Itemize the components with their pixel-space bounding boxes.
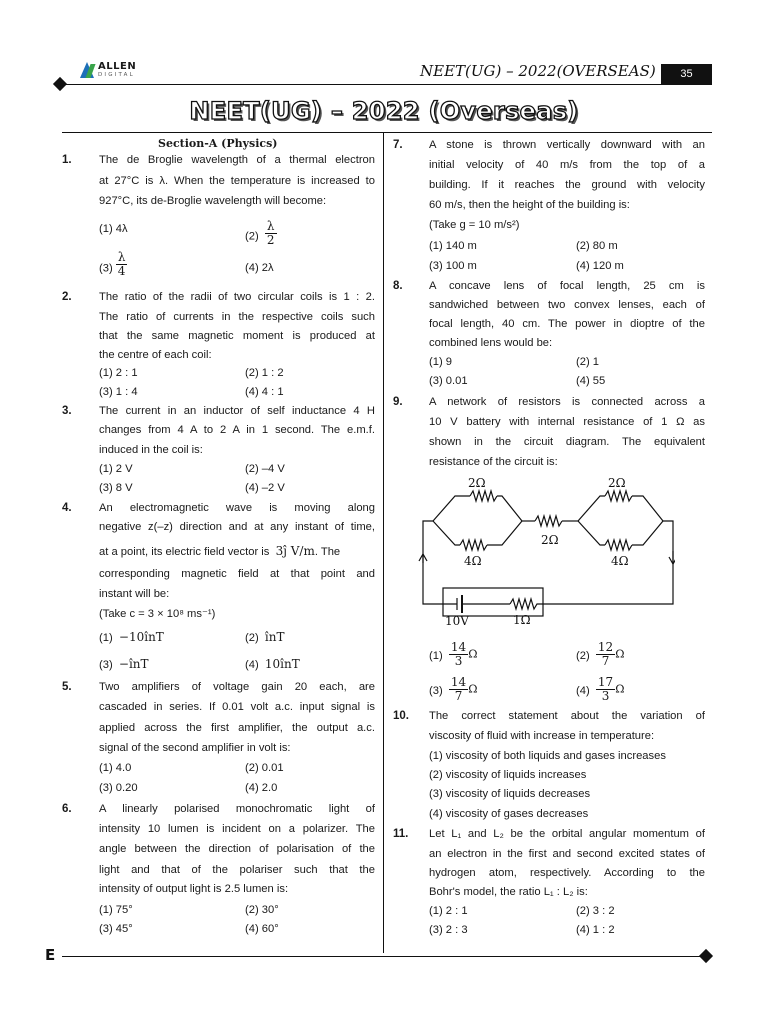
question-text: the centre of each coil: <box>99 349 212 361</box>
option-1 <box>99 630 164 644</box>
numerator: λ <box>265 220 277 234</box>
wire <box>632 496 663 521</box>
option-2: (2) 80 m <box>576 240 618 252</box>
question-text: The de Broglie wavelength of a thermal electron <box>99 154 375 166</box>
question-text: viscosity of fluid with increase in temperature: <box>429 730 655 742</box>
diamond-icon <box>699 949 713 963</box>
numerator: λ <box>116 251 128 265</box>
option-1: (1) 4.0 <box>99 762 132 774</box>
question-text: light and that of the polariser such that the <box>99 864 375 876</box>
question-text: The current in an inductor of self inductance 4 H <box>99 405 375 417</box>
option-4: (4) 60° <box>245 923 279 935</box>
header-title: NEET(UG) – 2022(OVERSEAS) <box>420 62 656 80</box>
question-text: 927°C, its de-Broglie wavelength will become: <box>99 195 327 207</box>
question-number: 4. <box>62 502 72 514</box>
fraction <box>449 676 468 703</box>
denominator: 3 <box>601 689 610 703</box>
option-3: (3) 0.01 <box>429 375 468 387</box>
option-3: (3) 0.20 <box>99 782 138 794</box>
option-value: −înT <box>118 657 149 671</box>
resistor-internal <box>510 599 541 609</box>
text-run: at a point, its electric field vector is <box>99 546 270 558</box>
question-text: A linearly polarised monochromatic light of <box>99 803 375 815</box>
resistor-middle <box>535 516 562 526</box>
question-text: An electromagnetic wave is moving along <box>99 502 375 514</box>
field-vector: 3ĵ V/m <box>275 544 315 558</box>
question-text: focal length, 40 cm. The power in dioptre of the <box>429 318 705 330</box>
circuit-diagram <box>415 473 675 633</box>
question-text: The ratio of the radii of two circular coils is 1 : 2. <box>99 291 375 303</box>
option-label: (3) <box>99 262 113 275</box>
unit: Ω <box>468 647 478 661</box>
denominator: 2 <box>266 233 275 247</box>
question-number: 11. <box>393 828 409 840</box>
option-4: (4) –2 V <box>245 482 285 494</box>
page-title: NEET(UG) – 2022 (Overseas) <box>189 97 579 125</box>
label-battery: 10V <box>445 614 469 628</box>
question-text <box>99 544 340 558</box>
option-label: (4) <box>245 659 259 671</box>
option-1 <box>429 641 477 668</box>
question-text: Bohr's model, the ratio L₁ : L₂ is: <box>429 886 588 898</box>
wire <box>433 496 470 521</box>
option-label: (2) <box>245 632 259 644</box>
wire <box>578 496 605 521</box>
wire <box>423 521 457 604</box>
option-3: (3) 45° <box>99 923 133 935</box>
question-text: Two amplifiers of voltage gain 20 each, are <box>99 681 375 693</box>
question-text: applied across the first amplifier, the output a.c. <box>99 722 375 734</box>
question-text: 60 m/s, then the height of the building is: <box>429 199 630 211</box>
resistor-top-right <box>605 491 632 501</box>
label-r-middle: 2Ω <box>541 533 559 547</box>
fraction <box>596 641 615 668</box>
question-number: 9. <box>393 396 403 408</box>
label-r-internal: 1Ω <box>513 613 531 627</box>
question-number: 10. <box>393 710 409 722</box>
option-1: (1) 4λ <box>99 223 128 235</box>
unit: Ω <box>468 682 478 696</box>
option-4 <box>576 676 624 703</box>
option-1: (1) viscosity of both liquids and gases increases <box>429 750 666 762</box>
option-1: (1) 75° <box>99 904 133 916</box>
option-4: (4) 4 : 1 <box>245 386 284 398</box>
numerator: 12 <box>597 640 614 654</box>
denominator: 4 <box>117 264 126 278</box>
resistor-top-left <box>470 491 497 501</box>
question-text: shown in the circuit diagram. The equivalent <box>429 436 705 448</box>
question-text: A concave lens of focal length, 25 cm is <box>429 280 705 292</box>
option-3: (3) viscosity of liquids decreases <box>429 788 591 800</box>
column-divider <box>383 133 384 953</box>
question-text: combined lens would be: <box>429 337 553 349</box>
question-text: Let L₁ and L₂ be the orbital angular momentum of <box>429 828 705 840</box>
option-4: (4) 2λ <box>245 262 274 274</box>
resistor-bottom-left <box>460 540 487 550</box>
option-value: 10înT <box>264 657 300 671</box>
question-text: changes from 4 A to 2 A in 1 second. The e.m.f. <box>99 424 375 436</box>
option-2 <box>245 219 277 250</box>
option-value: înT <box>264 630 285 644</box>
question-number: 7. <box>393 139 403 151</box>
section-heading: Section-A (Physics) <box>158 137 278 150</box>
option-4: (4) 55 <box>576 375 606 387</box>
option-2: (2) 1 <box>576 356 600 368</box>
logo-name: ALLEN <box>98 61 137 72</box>
question-text: initial velocity of 40 m/s from the top of a <box>429 159 705 171</box>
logo-sub: DIGITAL <box>98 72 135 78</box>
label-r-top-right: 2Ω <box>608 476 626 490</box>
option-label: (4) <box>576 685 590 698</box>
footer-rule <box>62 956 702 957</box>
question-text: A stone is thrown vertically downward with an <box>429 139 705 151</box>
option-1: (1) 9 <box>429 356 453 368</box>
arrow-icon <box>419 554 427 563</box>
option-2: (2) 30° <box>245 904 279 916</box>
option-1: (1) 2 : 1 <box>429 905 468 917</box>
question-text: A network of resistors is connected across a <box>429 396 705 408</box>
label-r-bottom-left: 4Ω <box>464 554 482 568</box>
label-r-top-left: 2Ω <box>468 476 486 490</box>
option-3: (3) 100 m <box>429 260 477 272</box>
diamond-icon <box>53 77 67 91</box>
option-4: (4) 120 m <box>576 260 624 272</box>
question-text: (Take c = 3 × 10⁸ ms⁻¹) <box>99 608 216 620</box>
denominator: 3 <box>454 654 463 668</box>
question-number: 8. <box>393 280 403 292</box>
question-text: an electron in the first and second excited states of <box>429 848 705 860</box>
wire <box>578 521 605 545</box>
option-4: (4) 2.0 <box>245 782 278 794</box>
option-label: (3) <box>99 659 113 671</box>
question-text: induced in the coil is: <box>99 444 203 456</box>
wire <box>487 521 522 545</box>
question-text: corresponding magnetic field at that point and <box>99 568 375 580</box>
question-text: signal of the second amplifier in volt is: <box>99 742 291 754</box>
fraction <box>449 641 468 668</box>
option-3: (3) 2 : 3 <box>429 924 468 936</box>
question-text: 10 V battery with internal resistance of 1 Ω as <box>429 416 705 428</box>
battery-box <box>443 588 543 616</box>
question-text: The correct statement about the variation of <box>429 710 705 722</box>
question-number: 6. <box>62 803 72 815</box>
unit: Ω <box>615 682 625 696</box>
fraction <box>265 220 277 247</box>
option-2: (2) –4 V <box>245 463 285 475</box>
question-number: 3. <box>62 405 72 417</box>
label-r-bottom-right: 4Ω <box>611 554 629 568</box>
option-label: (1) <box>429 650 443 663</box>
option-label: (2) <box>245 230 259 243</box>
footer-letter: E <box>45 946 56 964</box>
option-2: (2) 1 : 2 <box>245 367 284 379</box>
question-number: 5. <box>62 681 72 693</box>
option-label: (3) <box>429 685 443 698</box>
option-1: (1) 2 : 1 <box>99 367 138 379</box>
numerator: 17 <box>597 675 614 689</box>
option-label: (2) <box>576 650 590 663</box>
question-text: hydrogen atom, respectively. According to the <box>429 867 705 879</box>
option-2 <box>576 641 624 668</box>
question-text: intensity 10 lumen is incident on a polarizer. The <box>99 823 375 835</box>
question-text: angle between the direction of polarisation of the <box>99 843 375 855</box>
wire <box>497 496 522 521</box>
page-number: 35 <box>661 64 712 85</box>
option-2: (2) 0.01 <box>245 762 284 774</box>
numerator: 14 <box>450 675 467 689</box>
header-rule <box>62 84 662 85</box>
question-text: building. If it reaches the ground with velocity <box>429 179 705 191</box>
question-number: 2. <box>62 291 72 303</box>
option-1: (1) 2 V <box>99 463 133 475</box>
option-3: (3) 1 : 4 <box>99 386 138 398</box>
fraction <box>116 251 128 278</box>
question-text: instant will be: <box>99 588 170 600</box>
unit: Ω <box>615 647 625 661</box>
option-2: (2) 3 : 2 <box>576 905 615 917</box>
option-4: (4) viscosity of gases decreases <box>429 808 589 820</box>
option-4: (4) 1 : 2 <box>576 924 615 936</box>
option-label: (1) <box>99 632 113 644</box>
fraction <box>596 676 615 703</box>
text-run: . The <box>314 546 341 558</box>
question-number: 1. <box>62 154 72 166</box>
question-text: The ratio of currents in the respective coils such <box>99 311 375 323</box>
wire <box>433 521 460 545</box>
arrow-icon <box>669 551 675 564</box>
wire <box>632 521 663 545</box>
option-value: −10înT <box>118 630 164 644</box>
option-2: (2) viscosity of liquids increases <box>429 769 587 781</box>
question-text: intensity of output light is 2.5 lumen is: <box>99 883 289 895</box>
question-text: that the same magnetic moment is produced at <box>99 330 375 342</box>
question-text: at 27°C is λ. When the temperature is increased to <box>99 175 375 187</box>
allen-digital-logo <box>80 60 150 82</box>
option-3 <box>429 676 477 703</box>
resistor-bottom-right <box>605 540 632 550</box>
option-3 <box>99 657 149 671</box>
option-3: (3) 8 V <box>99 482 133 494</box>
question-text: cascaded in series. If 0.01 volt a.c. input signal is <box>99 701 375 713</box>
option-3 <box>99 250 127 282</box>
option-2 <box>245 630 284 644</box>
option-4 <box>245 657 300 671</box>
question-text: resistance of the circuit is: <box>429 456 558 468</box>
question-text: negative z(–z) direction and at any instant of time, <box>99 521 375 533</box>
denominator: 7 <box>454 689 463 703</box>
question-text: (Take g = 10 m/s²) <box>429 219 520 231</box>
denominator: 7 <box>601 654 610 668</box>
question-text: sandwiched between two convex lenses, each of <box>429 299 705 311</box>
title-rule <box>62 132 712 133</box>
option-1: (1) 140 m <box>429 240 477 252</box>
numerator: 14 <box>450 640 467 654</box>
